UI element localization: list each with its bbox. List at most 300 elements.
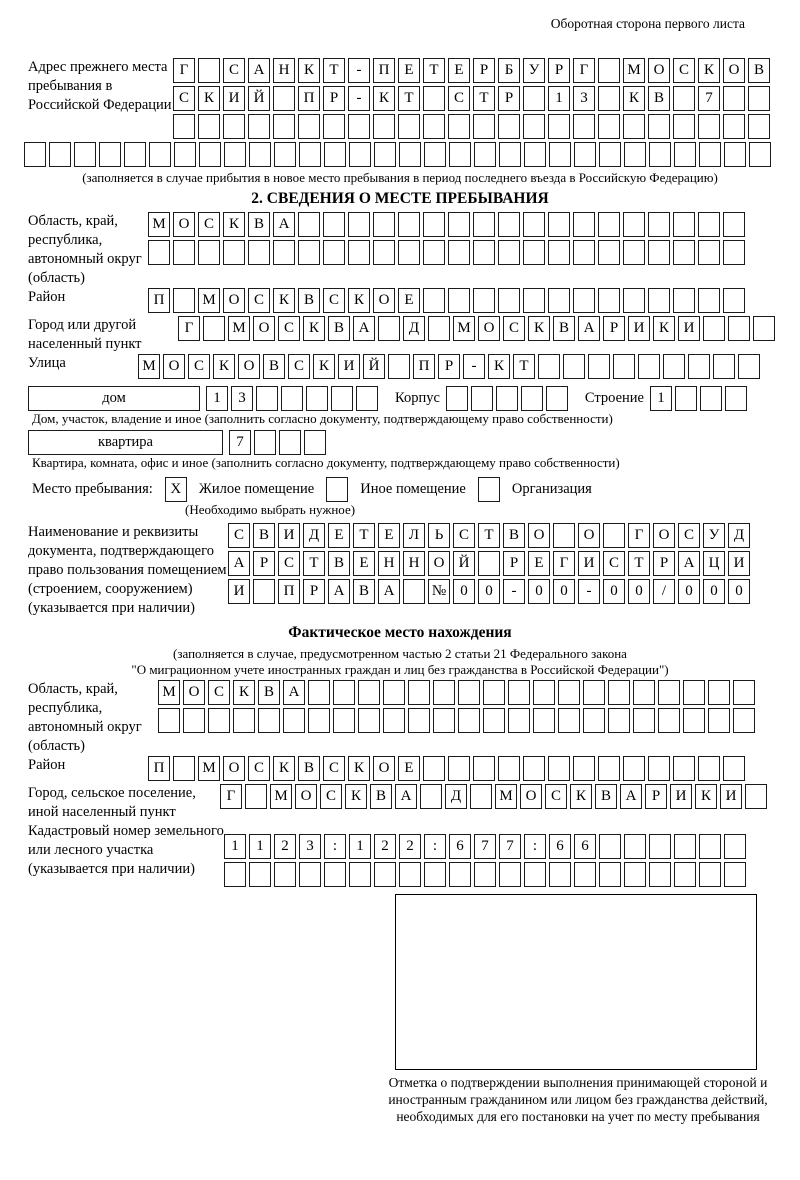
confirmation-mark-caption: Отметка о подтверждении выполнения принимающей стороной и иностранным гражданином или лицом без гражданства действий, необходимых для его постановки на учет по месту пребывания	[388, 1075, 768, 1124]
char-cell	[448, 212, 470, 237]
char-cell: М	[623, 58, 645, 83]
char-cell	[675, 386, 697, 411]
char-grid-row	[224, 834, 749, 859]
char-cell	[273, 114, 295, 139]
char-cell	[403, 579, 425, 604]
char-cell: Е	[448, 58, 470, 83]
char-cell	[399, 862, 421, 887]
char-cell	[613, 354, 635, 379]
char-cell: А	[378, 579, 400, 604]
char-cell	[598, 114, 620, 139]
char-cell	[648, 756, 670, 781]
char-cell	[573, 288, 595, 313]
char-cell	[448, 114, 470, 139]
char-cell: М	[148, 212, 170, 237]
char-cell	[483, 680, 505, 705]
document-block	[0, 523, 800, 618]
char-cell	[698, 756, 720, 781]
prev-address-label: Адрес прежнего места пребывания в Российской Федерации	[28, 59, 172, 113]
char-cell	[673, 114, 695, 139]
char-cell: 0	[628, 579, 650, 604]
char-cell	[674, 834, 696, 859]
char-cell	[724, 142, 746, 167]
char-cell: 0	[478, 579, 500, 604]
char-cell: С	[223, 58, 245, 83]
char-cell	[198, 240, 220, 265]
char-cell	[703, 316, 725, 341]
char-cell: Й	[248, 86, 270, 111]
char-cell: Р	[438, 354, 460, 379]
char-cell: 7	[229, 430, 251, 455]
char-cell: О	[173, 212, 195, 237]
char-cell	[399, 142, 421, 167]
char-cell: К	[223, 212, 245, 237]
char-cell	[533, 708, 555, 733]
char-cell	[333, 708, 355, 733]
char-cell	[648, 288, 670, 313]
char-cell: О	[373, 288, 395, 313]
char-cell	[324, 862, 346, 887]
char-cell	[498, 212, 520, 237]
char-cell: А	[678, 551, 700, 576]
char-cell	[749, 142, 771, 167]
char-cell: А	[248, 58, 270, 83]
char-cell: С	[320, 784, 342, 809]
char-cell	[348, 114, 370, 139]
char-cell	[546, 386, 568, 411]
char-cell	[623, 240, 645, 265]
char-cell: Р	[503, 551, 525, 576]
char-cell	[224, 862, 246, 887]
char-cell: К	[488, 354, 510, 379]
char-cell	[699, 834, 721, 859]
char-cell	[149, 142, 171, 167]
char-cell	[698, 212, 720, 237]
char-cell: А	[273, 212, 295, 237]
char-cell	[524, 862, 546, 887]
char-cell	[708, 708, 730, 733]
stay-type-row	[0, 476, 800, 502]
char-grid-row	[148, 212, 748, 237]
char-cell: -	[463, 354, 485, 379]
char-cell: Т	[513, 354, 535, 379]
char-grid-row	[220, 784, 770, 809]
char-grid-row	[446, 386, 571, 411]
char-cell: Е	[398, 756, 420, 781]
char-cell: И	[578, 551, 600, 576]
char-grid-row	[148, 240, 748, 265]
char-cell: С	[288, 354, 310, 379]
char-cell: С	[208, 680, 230, 705]
char-cell	[549, 142, 571, 167]
checkbox-organization	[478, 477, 500, 502]
char-cell	[733, 708, 755, 733]
char-cell: О	[653, 523, 675, 548]
char-cell: Е	[353, 551, 375, 576]
char-cell: 1	[249, 834, 271, 859]
char-cell	[498, 240, 520, 265]
char-cell	[633, 680, 655, 705]
char-cell: В	[263, 354, 285, 379]
char-cell: П	[148, 756, 170, 781]
char-cell	[398, 114, 420, 139]
char-cell: 6	[449, 834, 471, 859]
char-cell	[723, 240, 745, 265]
char-cell	[708, 680, 730, 705]
char-cell	[473, 756, 495, 781]
char-cell	[248, 114, 270, 139]
house-box: дом	[28, 386, 200, 411]
char-cell: В	[328, 551, 350, 576]
char-cell	[608, 680, 630, 705]
char-cell: 0	[453, 579, 475, 604]
char-cell	[383, 680, 405, 705]
char-cell	[523, 756, 545, 781]
char-cell	[548, 114, 570, 139]
char-cell: Р	[603, 316, 625, 341]
char-cell	[523, 240, 545, 265]
char-cell: О	[223, 756, 245, 781]
char-cell	[473, 288, 495, 313]
char-cell	[713, 354, 735, 379]
char-cell: Ц	[703, 551, 725, 576]
char-cell: -	[578, 579, 600, 604]
char-cell	[663, 354, 685, 379]
char-cell	[673, 240, 695, 265]
char-cell	[208, 708, 230, 733]
char-cell	[563, 354, 585, 379]
char-cell: Б	[498, 58, 520, 83]
char-cell	[674, 142, 696, 167]
char-cell: К	[313, 354, 335, 379]
actual-location-title: Фактическое место нахождения	[288, 624, 512, 641]
char-cell	[599, 862, 621, 887]
char-cell: :	[324, 834, 346, 859]
char-cell: 3	[299, 834, 321, 859]
char-cell: С	[323, 756, 345, 781]
char-cell	[279, 430, 301, 455]
char-cell: И	[278, 523, 300, 548]
char-cell: С	[503, 316, 525, 341]
char-cell	[700, 386, 722, 411]
char-cell	[448, 288, 470, 313]
char-cell: Л	[403, 523, 425, 548]
char-cell: 7	[474, 834, 496, 859]
char-grid-row	[158, 680, 758, 705]
char-cell: С	[248, 288, 270, 313]
char-cell: О	[238, 354, 260, 379]
char-cell	[223, 114, 245, 139]
char-cell	[588, 354, 610, 379]
char-cell: Р	[653, 551, 675, 576]
char-cell: М	[198, 756, 220, 781]
char-cell	[699, 862, 721, 887]
char-cell	[323, 240, 345, 265]
char-cell: А	[328, 579, 350, 604]
char-cell: Е	[398, 288, 420, 313]
char-cell: С	[278, 551, 300, 576]
char-cell	[378, 316, 400, 341]
house-row	[0, 386, 800, 411]
char-cell: Е	[378, 523, 400, 548]
actual-district-block	[0, 756, 800, 784]
char-cell	[523, 86, 545, 111]
char-cell	[423, 212, 445, 237]
char-cell: К	[198, 86, 220, 111]
char-cell: -	[503, 579, 525, 604]
stay-option-label-organization: Организация	[511, 480, 592, 497]
char-cell: Г	[628, 523, 650, 548]
char-cell	[424, 862, 446, 887]
char-cell	[473, 114, 495, 139]
char-cell	[498, 756, 520, 781]
char-grid-row	[178, 316, 778, 341]
char-cell	[624, 834, 646, 859]
char-cell	[623, 288, 645, 313]
char-cell: 3	[231, 386, 253, 411]
char-cell: :	[424, 834, 446, 859]
char-cell	[448, 240, 470, 265]
char-cell	[423, 288, 445, 313]
char-cell	[573, 240, 595, 265]
char-cell	[304, 430, 326, 455]
char-cell	[698, 240, 720, 265]
char-cell: К	[698, 58, 720, 83]
char-cell: О	[478, 316, 500, 341]
char-cell: Т	[398, 86, 420, 111]
char-cell: В	[648, 86, 670, 111]
char-cell: Т	[628, 551, 650, 576]
char-cell	[398, 240, 420, 265]
char-cell	[553, 523, 575, 548]
char-cell: К	[695, 784, 717, 809]
char-cell: В	[503, 523, 525, 548]
char-cell	[24, 142, 46, 167]
char-cell: Н	[273, 58, 295, 83]
char-cell	[673, 756, 695, 781]
char-cell: О	[183, 680, 205, 705]
char-cell	[306, 386, 328, 411]
page-title: Оборотная сторона первого листа	[550, 16, 745, 31]
char-cell	[373, 114, 395, 139]
char-cell: 0	[678, 579, 700, 604]
char-cell	[698, 114, 720, 139]
char-cell: 0	[603, 579, 625, 604]
char-cell: Е	[328, 523, 350, 548]
char-cell	[74, 142, 96, 167]
char-cell	[473, 212, 495, 237]
char-cell	[583, 708, 605, 733]
char-cell	[198, 114, 220, 139]
char-cell	[683, 680, 705, 705]
char-cell: О	[520, 784, 542, 809]
char-cell: 1	[349, 834, 371, 859]
char-cell: П	[278, 579, 300, 604]
char-cell	[753, 316, 775, 341]
char-cell: И	[678, 316, 700, 341]
actual-city-block	[0, 784, 800, 822]
char-cell: :	[524, 834, 546, 859]
char-cell	[174, 142, 196, 167]
char-cell	[508, 708, 530, 733]
actual-location-note-line1: (заполняется в случае, предусмотренном частью 2 статьи 21 Федерального закона	[173, 646, 627, 661]
char-cell: М	[198, 288, 220, 313]
char-cell: Р	[645, 784, 667, 809]
char-cell: В	[748, 58, 770, 83]
char-cell	[203, 316, 225, 341]
char-cell: С	[278, 316, 300, 341]
char-grid-row	[228, 523, 753, 548]
char-cell: А	[578, 316, 600, 341]
char-cell: 1	[206, 386, 228, 411]
prev-address-note: (заполняется в случае прибытия в новое место пребывания в период последнего въезда в Российскую Федерацию)	[82, 170, 718, 185]
char-cell	[483, 708, 505, 733]
char-cell	[733, 680, 755, 705]
char-cell: В	[298, 288, 320, 313]
char-cell	[256, 386, 278, 411]
char-cell	[398, 212, 420, 237]
char-cell: В	[328, 316, 350, 341]
char-cell: 1	[548, 86, 570, 111]
char-cell: О	[528, 523, 550, 548]
char-cell	[299, 862, 321, 887]
char-cell	[598, 58, 620, 83]
char-cell: Р	[473, 58, 495, 83]
char-cell	[698, 288, 720, 313]
char-cell: Г	[178, 316, 200, 341]
char-cell	[673, 86, 695, 111]
char-cell	[745, 784, 767, 809]
char-cell	[358, 708, 380, 733]
char-cell	[298, 114, 320, 139]
char-cell	[624, 142, 646, 167]
actual-location-note-line2: "О миграционном учете иностранных граждан и лиц без гражданства в Российской Федерации")	[131, 662, 669, 677]
house-note: Дом, участок, владение и иное (заполнить согласно документу, подтверждающему право собственности)	[32, 411, 613, 426]
char-cell	[253, 579, 275, 604]
char-cell: П	[148, 288, 170, 313]
char-cell	[373, 212, 395, 237]
char-cell: Е	[528, 551, 550, 576]
char-cell	[383, 708, 405, 733]
char-cell: 2	[374, 834, 396, 859]
char-cell: Т	[303, 551, 325, 576]
char-cell: Т	[423, 58, 445, 83]
char-cell	[408, 708, 430, 733]
char-cell	[274, 862, 296, 887]
char-cell	[723, 288, 745, 313]
char-cell	[471, 386, 493, 411]
char-cell	[598, 212, 620, 237]
char-cell	[521, 386, 543, 411]
char-cell	[599, 142, 621, 167]
char-cell	[724, 834, 746, 859]
char-cell: Д	[445, 784, 467, 809]
char-cell: Т	[353, 523, 375, 548]
char-cell	[498, 114, 520, 139]
char-cell	[523, 212, 545, 237]
char-grid-row	[229, 430, 329, 455]
char-cell: К	[373, 86, 395, 111]
char-cell: В	[353, 579, 375, 604]
char-cell: Й	[453, 551, 475, 576]
char-cell	[474, 142, 496, 167]
char-cell	[608, 708, 630, 733]
char-cell	[648, 212, 670, 237]
char-cell: Д	[303, 523, 325, 548]
char-cell: У	[703, 523, 725, 548]
char-cell	[624, 862, 646, 887]
char-cell: К	[348, 756, 370, 781]
char-cell	[258, 708, 280, 733]
char-cell	[348, 212, 370, 237]
char-cell: О	[253, 316, 275, 341]
char-cell	[548, 288, 570, 313]
char-cell	[738, 354, 760, 379]
char-cell	[273, 240, 295, 265]
document-label: Наименование и реквизиты документа, подтверждающего право пользования помещением (строением, сооружением) (указывается при наличии)	[28, 524, 227, 616]
char-cell	[356, 386, 378, 411]
cadastral-block	[0, 822, 800, 890]
char-cell: П	[373, 58, 395, 83]
char-cell	[558, 680, 580, 705]
prev-address-rows	[173, 58, 773, 142]
char-cell	[683, 708, 705, 733]
char-cell	[173, 114, 195, 139]
char-cell: Г	[220, 784, 242, 809]
char-cell: В	[553, 316, 575, 341]
char-cell: П	[298, 86, 320, 111]
char-cell	[470, 784, 492, 809]
char-cell: В	[248, 212, 270, 237]
char-cell	[408, 680, 430, 705]
char-cell	[723, 114, 745, 139]
char-cell	[373, 240, 395, 265]
char-cell: -	[348, 58, 370, 83]
street-label: Улица	[28, 355, 66, 371]
stay-option-label-residential: Жилое помещение	[198, 480, 315, 497]
char-cell	[498, 288, 520, 313]
char-cell	[99, 142, 121, 167]
char-cell	[474, 862, 496, 887]
district-label: Район	[28, 289, 66, 305]
char-cell	[281, 386, 303, 411]
stroenie-label: Строение	[584, 390, 644, 406]
char-cell: А	[283, 680, 305, 705]
char-grid-row	[650, 386, 750, 411]
char-cell	[358, 680, 380, 705]
char-cell: О	[373, 756, 395, 781]
char-cell: 7	[499, 834, 521, 859]
korpus-label: Корпус	[395, 390, 440, 406]
char-cell: С	[248, 756, 270, 781]
char-cell	[723, 86, 745, 111]
city-label: Город или другой населенный пункт	[28, 317, 142, 352]
char-cell	[374, 862, 396, 887]
region-label: Область, край, республика, автономный округ (область)	[28, 213, 142, 286]
char-cell	[548, 240, 570, 265]
char-cell: С	[173, 86, 195, 111]
apartment-row	[0, 430, 800, 455]
char-cell	[148, 240, 170, 265]
char-cell	[458, 708, 480, 733]
char-cell: К	[345, 784, 367, 809]
char-cell: О	[648, 58, 670, 83]
char-cell: М	[158, 680, 180, 705]
char-cell: К	[348, 288, 370, 313]
char-grid-row	[228, 579, 753, 604]
char-cell	[499, 862, 521, 887]
stay-type-label: Место пребывания:	[32, 480, 153, 497]
